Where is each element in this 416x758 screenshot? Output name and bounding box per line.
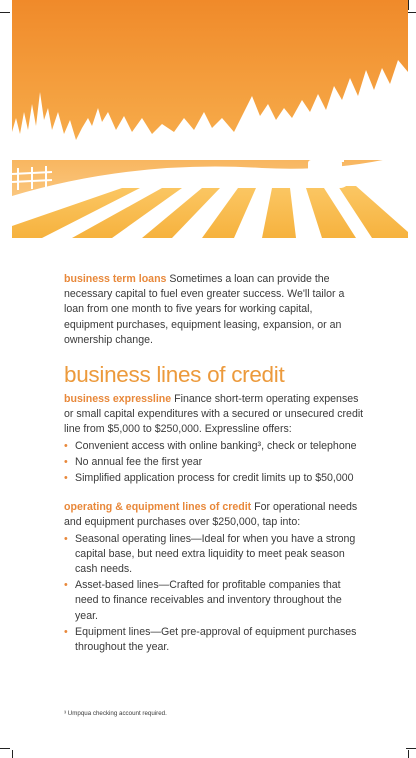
list-item: • Simplified application process for credit limits up to $50,000: [64, 471, 364, 486]
farm-landscape-illustration: [12, 0, 408, 238]
list-item: • Seasonal operating lines—Ideal for when you have a strong capital base, but need extra liquidity to meet peak season cash needs.: [64, 532, 356, 576]
footnote: ³ Umpqua checking account required.: [64, 710, 167, 717]
operating-text: For operational needs and equipment purchases over $250,000, tap into:: [64, 501, 358, 529]
bullet-icon: •: [64, 472, 68, 485]
expressline-list: [64, 439, 364, 487]
crop-mark-top-left-h: [0, 12, 10, 13]
operating-list: [64, 532, 364, 656]
bullet-icon: •: [64, 579, 68, 592]
fence: [12, 166, 52, 190]
expressline-heading: business expressline: [64, 393, 172, 406]
list-item: • Asset-based lines—Crafted for profitable companies that need to finance receivables and inventory throughout the year.: [64, 579, 342, 622]
main-content: [64, 272, 364, 665]
bullet-icon: •: [64, 625, 68, 638]
section-title: business lines of credit: [64, 362, 285, 388]
intro-paragraph: [64, 272, 364, 348]
list-item: • No annual fee the first year: [64, 455, 364, 470]
expressline-text: Finance short-term operating expenses or small capital expenditures with a secured or unsecured credit line from $5,000 to $250,000. Expressline offers:: [64, 393, 364, 436]
operating-paragraph: [64, 500, 364, 530]
crop-mark-bottom-left-h: [0, 748, 10, 749]
term-loans-heading: business term loans: [64, 273, 167, 285]
list-item: • Convenient access with online banking³, check or telephone: [64, 439, 364, 454]
bullet-icon: •: [64, 439, 68, 452]
bullet-icon: •: [64, 532, 68, 545]
crop-mark-top-right-v: [408, 0, 409, 10]
list-item: • Equipment lines—Get pre-approval of equipment purchases throughout the year.: [64, 625, 357, 654]
crop-mark-bottom-left-v: [12, 750, 13, 758]
expressline-paragraph: [64, 392, 364, 438]
operating-heading: operating & equipment lines of credit: [64, 501, 252, 514]
term-loans-text: Sometimes a loan can provide the necessary capital to fuel even greater success. We'll tailor a loan from one month to five years for working capital, equipment purchases, equipment leasing, expansion, or an ownership change.: [64, 273, 345, 346]
bullet-icon: •: [64, 455, 68, 468]
crop-mark-bottom-right-h: [406, 748, 416, 749]
crop-mark-bottom-right-v: [408, 750, 409, 758]
